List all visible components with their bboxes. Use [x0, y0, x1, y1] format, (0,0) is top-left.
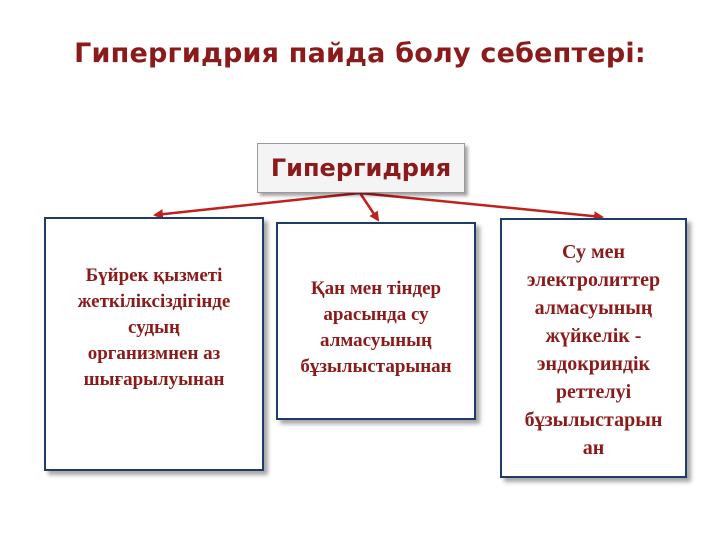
- arrow-to-right-box: [360, 193, 602, 217]
- page-title: Гипергидрия пайда болу себептері:: [74, 38, 646, 69]
- cause-text-neuroendocrine-regulation: Су мен электролиттер алмасуының жүйкелік - эндокриндік реттелуі бұзылыстарын ан: [524, 241, 663, 459]
- cause-text-blood-tissue-exchange: Қан мен тіндер арасында су алмасуының бұзылыстарынан: [300, 278, 452, 377]
- arrow-to-left-box: [155, 193, 360, 215]
- cause-box-neuroendocrine-regulation: [500, 218, 687, 478]
- cause-box-kidney: [44, 217, 264, 471]
- arrow-to-middle-box: [360, 193, 378, 220]
- cause-box-blood-tissue-exchange: [276, 222, 476, 420]
- root-node-hyperhydria: Гипергидрия: [257, 143, 465, 193]
- cause-text-kidney: Бүйрек қызметі жеткіліксіздігінде судың организмнен аз шығарылуынан: [77, 265, 231, 390]
